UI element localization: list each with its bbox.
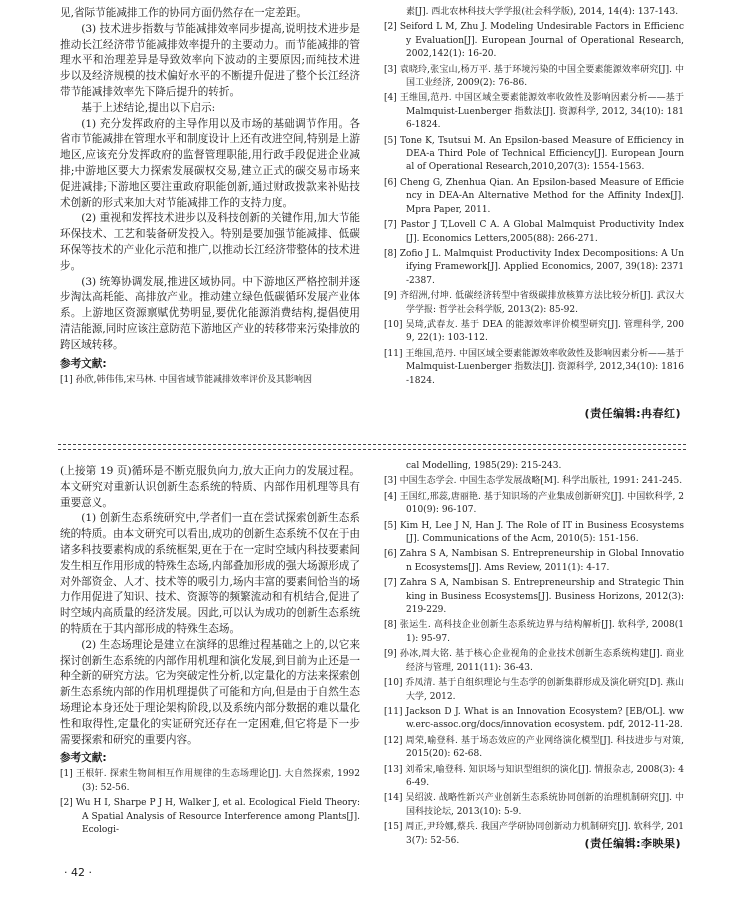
page-number: · 42 · [64,866,92,879]
article-separator [58,444,686,450]
reference-item: [14] 吴绍波. 战略性新兴产业创新生态系统协同创新的治理机制研究[J]. 中国科技论坛, 2013(10): 5-9. [384,793,684,817]
reference-item: 素[J]. 西北农林科技大学学报(社会科学版), 2014, 14(4): 137-143. [406,7,679,17]
reference-item: [10] 吴琦,武春友. 基于 DEA 的能源效率评价模型研究[J]. 管理科学, 2009, 22(1): 103-112. [384,319,684,344]
paragraph: 基于上述结论,提出以下启示: [81,101,216,114]
reference-item: [3] 袁晓玲,张宝山,杨万平. 基于环境污染的中国全要素能源效率研究[J]. 中国工业经济, 2009(2): 76-86. [384,64,684,89]
reference-item: [8] Zofio J L. Malmquist Productivity Index Decompositions: A Unifying Framework[J]. Applied Economics, 2007, 39(18): 2371-2387. [384,248,684,286]
reference-item: [13] 刘希宋,喻登科. 知识场与知识型组织的演化[J]. 情报杂志, 2008(3): 46-49. [384,764,684,788]
reference-item: [12] 周荣,喻登科. 基于场态效应的产业网络演化模型[J]. 科技进步与对策, 2015(20): 62-68. [384,735,684,760]
reference-item: [7] Zahra S A, Nambisan S. Entrepreneurship and Strategic Thinking in Business Ecosystems[J]. Business Horizons, 2012(3): 219-229. [384,578,684,616]
reference-item: [9] 齐绍洲,付坤. 低碳经济转型中省级碳排放核算方法比较分析[J]. 武汉大学学报: 哲学社会科学版, 2013(2): 85-92. [384,291,684,315]
reference-item: [5] Tone K, Tsutsui M. An Epsilon-based Measure of Efficiency in DEA-a Third Pole of Technical Efficiency[J]. European Journal of Operational Research,2010,207(3): 1554-1563. [384,135,684,173]
reference-item: [4] 王国红,邢蕊,唐丽艳. 基于知识场的产业集成创新研究[J]. 中国软科学, 2010(9): 96-107. [384,491,684,516]
top-left-column [60,6,360,389]
reference-item: [2] Seiford L M, Zhu J. Modeling Undesirable Factors in Efficiency Evaluation[J]. European Journal of Operational Research, 2002,142(1): 16-20. [384,22,684,60]
reference-item: [2] Wu H I, Sharpe P J H, Walker J, et al. Ecological Field Theory: A Spatial Analysis of Resource Interference among Plants[J]. Ecologi- [60,798,360,835]
paragraph: (上接第 19 页)循环是不断克服负向力,放大正向力的发展过程。本文研究对重新认识创新生态系统的特质、内部作用机理等具有重要意义。 [60,465,360,509]
paragraph: (1) 创新生态系统研究中,学者们一直在尝试探索创新生态系统的特质。由本文研究可以看出,成功的创新生态系统不仅在于由诸多科技要素构成的系统框架,更在于在一定时空域内科技要素间发生相互作用形成的特殊生态场,内部叠加形成的强大场源形成了对外部资金、人才、技术等的吸引力,场内丰富的要素间恰当的场力作用促进了知识、技术、资源等的频繁流动和有机结合,促进了时空域内高质量的经济发展。因此,可以认为成功的创新生态系统的特质在于其内部形成的特殊生态场。 [60,512,360,635]
reference-item: [5] Kim H, Lee J N, Han J. The Role of IT in Business Ecosystems[J]. Communications of the Acm, 2010(5): 151-156. [384,520,684,545]
reference-item: [3] 中国生态学会. 中国生态学发展战略[M]. 科学出版社, 1991: 241-245. [384,476,683,487]
references-heading: 参考文献: [60,357,107,370]
paragraph: 见,省际节能减排工作的协同方面仍然存在一定差距。 [60,7,308,19]
reference-item: [6] Zahra S A, Nambisan S. Entrepreneurship in Global Innovation Ecosystems[J]. Ams Review, 2011(1): 4-17. [384,549,684,573]
reference-item: [11] 王维国,范丹. 中国区域全要素能源效率收敛性及影响因素分析——基于 Malmquist-Luenberger 指数法[J]. 资源科学, 2012,34(10): 1816-1824. [384,348,684,386]
paragraph: (2) 重视和发挥技术进步以及科技创新的关键作用,加大节能环保技术、工艺和装备研发投入。特别是要加强节能减排、低碳环保等技术的产业化示范和推广,以推动长江经济带整体的技术进步。 [60,212,360,272]
reference-item: cal Modelling, 1985(29): 215-243. [406,461,562,471]
top-right-column [384,6,684,390]
reference-item: [1] 王根轩. 探索生物间相互作用规律的生态场理论[J]. 大自然探索, 1992(3): 52-56. [60,769,360,793]
paragraph: (2) 生态场理论是建立在演绎的思维过程基础之上的,以它来探讨创新生态系统的内部作用机理和演化发展,到目前为止还是一种全新的研究方法。它为突破定性分析,以定量化的方法来探索创新生态系统内部的作用机理提供了可能和方向,但是由于自然生态场理论本身还处于理论架构阶段,以及系统内部分数据的难以量化性和取得性,定量化的实证研究还存在一定困难,但它将是下一步需要探索和研究的重要内容。 [60,638,360,746]
bottom-right-column [384,460,684,850]
reference-item: [10] 乔凤清. 基于自组织理论与生态学的创新集群形成及演化研究[D]. 燕山大学, 2012. [384,678,684,702]
reference-item: [8] 张运生. 高科技企业创新生态系统边界与结构解析[J]. 软科学, 2008(11): 95-97. [384,620,684,644]
paragraph: (1) 充分发挥政府的主导作用以及市场的基础调节作用。各省市节能减排在管理水平和制度设计上还有改进空间,特别是上游地区,应该充分发挥政府的监督管理职能,用行政手段促进企业减排;中游地区要大力探索发展碳权交易,建立正式的碳交易市场来促进减排;下游地区要注重政府职能创新,通过财政拨款来补贴技术创新的形式来加大对节能减排工作的支持力度。 [60,117,360,209]
reference-item: [15] 周正,尹玲娜,蔡兵. 我国产学研协同创新动力机制研究[J]. 软科学, 2013(7): 52-56. [384,822,684,846]
reference-item: [11] Jackson D J. What is an Innovation Ecosystem? [EB/OL]. www.erc-assoc.org/docs/innovation ecosystem. pdf, 2012-11-28. [384,706,684,731]
reference-item: [1] 孙欣,韩伟伟,宋马林. 中国省域节能减排效率评价及其影响因 [60,374,313,385]
reference-item: [9] 孙冰,周大铭. 基于核心企业视角的企业技术创新生态系统构建[J]. 商业经济与管理, 2011(11): 36-43. [384,649,684,673]
reference-item: [4] 王维国,范丹. 中国区域全要素能源效率收敛性及影响因素分析——基于 Malmquist-Luenberger 指数法[J]. 资源科学, 2012, 34(10): 1816-1824. [384,93,684,131]
reference-item: [6] Cheng G, Zhenhua Qian. An Epsilon-based Measure of Efficiency in DEA-An Alternative Method for the Affinity Index[J]. Mpra Paper, 2011. [384,177,684,215]
bottom-left-column [60,464,360,839]
reference-item: [7] Pastor J T,Lovell C A. A Global Malmquist Productivity Index[J]. Economics Letters,2005(88): 266-271. [384,220,684,244]
editor-credit: (责任编辑:冉春红) [584,407,681,420]
editor-credit: (责任编辑:李映果) [584,837,681,850]
paragraph: (3) 技术进步指数与节能减排效率同步提高,说明技术进步是推动长江经济带节能减排效率提升的主要动力。而节能减排的管理水平和治理差异是导致效率向下波动的主要原因;而纯技术进步以及经济规模的技术偏好水平的不断提升促进了整个长江经济带节能减排效率先下降后提升的转折。 [60,22,360,98]
paragraph: (3) 统筹协调发展,推进区域协同。中下游地区严格控制并逐步淘汰高耗能、高排放产业。推动建立绿色低碳循环发展产业体系。上游地区资源禀赋优势明显,要优化能源消费结构,提倡使用清洁能源,同时应该注意防范下游地区产业的转移带来污染排放的跨区域转移。 [60,275,360,351]
references-heading: 参考文献: [60,752,107,765]
